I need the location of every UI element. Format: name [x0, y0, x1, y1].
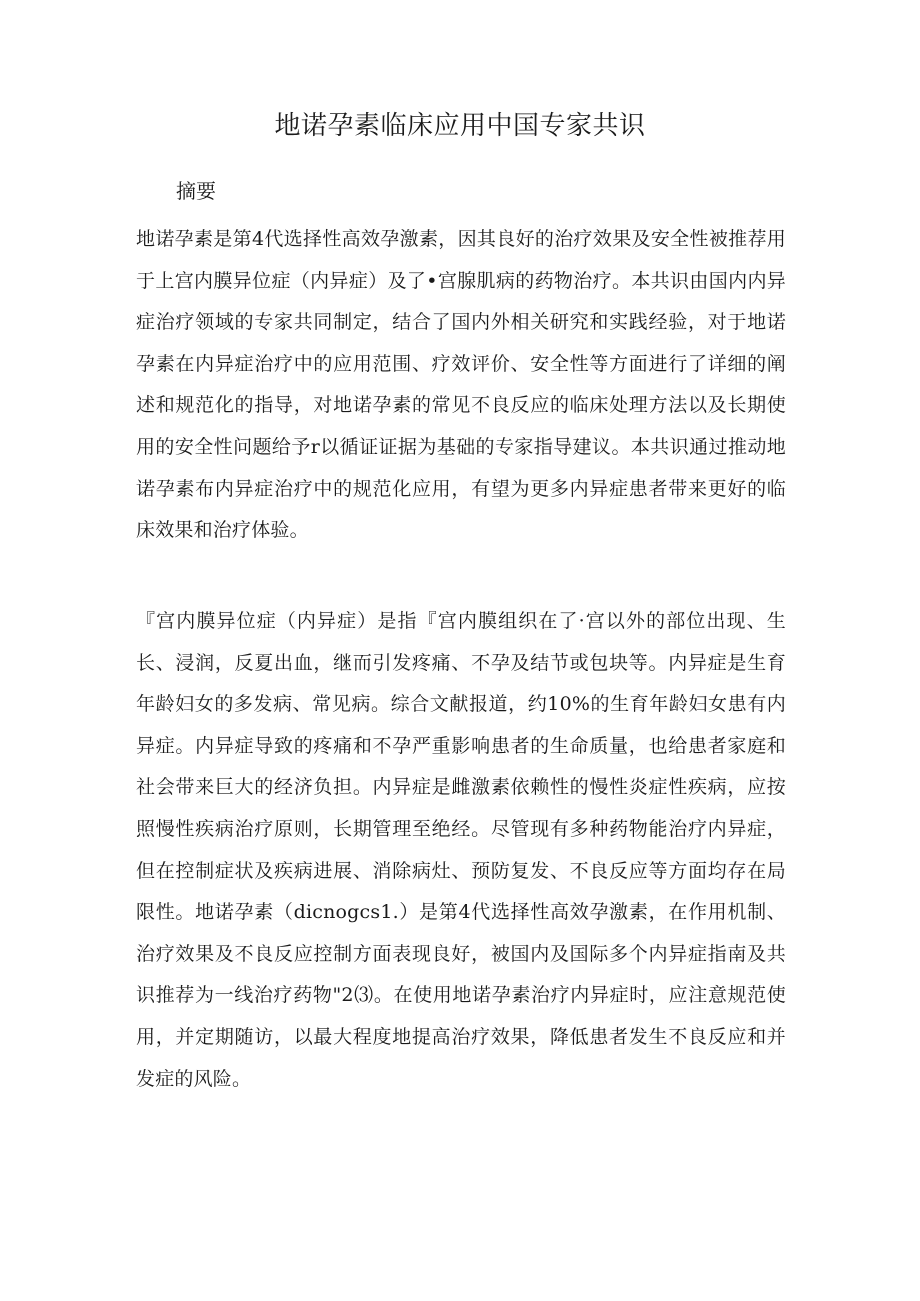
abstract-paragraph: 地诺孕素是第4代选择性高效孕激素，因其良好的治疗效果及安全性被推荐用于上宫内膜异位症（内异症）及了•宫腺肌病的药物治疗。本共识由国内内异症治疗领域的专家共同制定，结合了国内外相关研究和实践经验，对于地诺孕素在内异症治疗中的应用范围、疗效评价、安全性等方面进行了详细的阐述和规范化的指导，对地诺孕素的常见不良反应的临床处理方法以及长期使用的安全性问题给予r以循证证据为基础的专家指导建议。本共识通过推动地诺孕素布内异症治疗中的规范化应用，有望为更多内异症患者带来更好的临床效果和治疗体验。	[136, 228, 786, 542]
body-paragraph: 『宫内膜异位症（内异症）是指『宫内膜组织在了·宫以外的部位出现、生长、浸润，反夏出血，继而引发疼痛、不孕及结节或包块等。内异症是生育年龄妇女的多发病、常见病。综合文献报道，约10%的生育年龄妇女患有内异症。内异症导致的疼痛和不孕严重影响患者的生命质量，也给患者家庭和社会带来巨大的经济负担。内异症是雌激素依赖性的慢性炎症性疾病，应按照慢性疾病治疗原则，长期管理至绝经。尽管现有多种药物能治疗内异症，但在控制症状及疾病进展、消除病灶、预防复发、不良反应等方面均存在局限性。地诺孕素（dicnogcs1.）是第4代选择性高效孕激素，在作用机制、治疗效果及不良反应控制方面表现良好，被国内及国际多个内异症指南及共识推荐为一线治疗药物"2⑶。在使用地诺孕素治疗内异症时，应注意规范使用，并定期随访，以最大程度地提高治疗效果，降低患者发生不良反应和并发症的风险。	[136, 610, 786, 1090]
document-title: 地诺孕素临床应用中国专家共识	[274, 111, 646, 141]
abstract-heading: 摘要	[176, 179, 216, 203]
